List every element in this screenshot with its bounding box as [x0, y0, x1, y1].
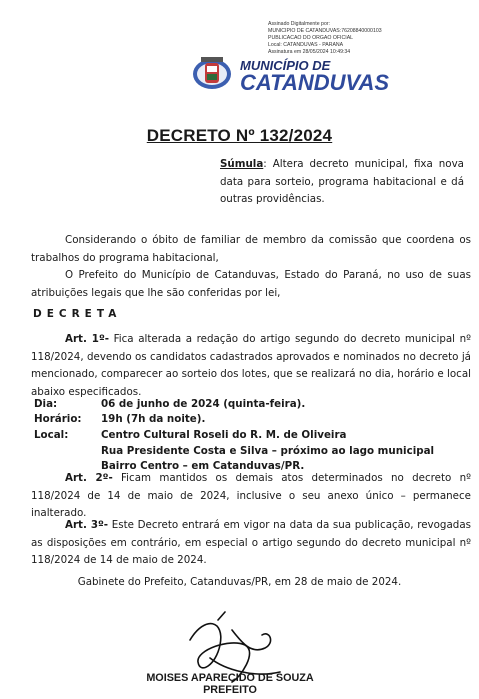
stamp-line: Assinado Digitalmente por: — [268, 21, 330, 27]
dia-value: 06 de junho de 2024 (quinta-feira). — [101, 398, 306, 410]
article-1-label: Art. 1º- — [65, 333, 110, 345]
signatory-role: PREFEITO — [203, 684, 257, 696]
logo-line1: MUNICÍPIO DE — [240, 58, 331, 73]
municipality-logo — [192, 54, 442, 94]
stamp-line: MUNICIPIO DE CATANDUVAS:76208840000103 — [268, 28, 382, 34]
stamp-line: Local: CATANDUVAS - PARANA — [268, 42, 344, 48]
article-2-label: Art. 2º- — [65, 472, 113, 484]
local-line2: Rua Presidente Costa e Silva – próximo ao lago municipal — [101, 445, 435, 457]
preamble — [31, 232, 471, 302]
stamp-line: PUBLICACAO DO ORGAO OFICIAL — [268, 35, 354, 41]
stamp-line: Assinatura em 28/05/2024 10:49:34 — [268, 49, 351, 55]
article-3-text: Este Decreto entrará em vigor na data da sua publicação, revogadas as disposições em contrário, em especial o artigo segundo do decreto municipal nº 118/2024 de 14 de maio de 2024. — [31, 519, 471, 566]
signatory-name: MOISES APARECIDO DE SOUZA — [146, 672, 314, 684]
logo-line2: CATANDUVAS — [240, 70, 390, 94]
coat-of-arms-icon — [193, 57, 231, 89]
prefeito-paragraph: O Prefeito do Município de Catanduvas, Estado do Paraná, no uso de suas atribuições legais que lhe são conferidas por lei, — [31, 269, 471, 299]
horario-label: Horário: — [34, 413, 82, 425]
digital-signature-stamp — [268, 21, 468, 56]
decreta-heading: DECRETA — [33, 308, 122, 320]
closing-place-date: Gabinete do Prefeito, Catanduvas/PR, em 28 de maio de 2024. — [77, 576, 402, 588]
article-1 — [31, 331, 471, 401]
horario-value: 19h (7h da noite). — [101, 413, 206, 425]
signatory-block — [130, 672, 330, 696]
local-label: Local: — [34, 429, 69, 441]
considerando-paragraph: Considerando o óbito de familiar de membro da comissão que coordena os trabalhos do programa habitacional, — [31, 234, 471, 264]
sumula-label: Súmula — [220, 158, 264, 170]
sumula — [220, 156, 464, 209]
article-3-label: Art. 3º- — [65, 519, 109, 531]
sumula-text: : Altera decreto municipal, fixa nova data para sorteio, programa habitacional e dá outras providências. — [220, 158, 464, 205]
article-2 — [31, 470, 471, 523]
article-3 — [31, 517, 471, 570]
local-line3: Bairro Centro – em Catanduvas/PR. — [101, 460, 305, 472]
page-title: DECRETO Nº 132/2024 — [146, 126, 333, 145]
local-line1: Centro Cultural Roseli do R. M. de Oliveira — [101, 429, 347, 441]
dia-label: Dia: — [34, 398, 58, 410]
article-1-text: Fica alterada a redação do artigo segundo do decreto municipal nº 118/2024, devendo os candidatos cadastrados aprovados e nominados no decreto já mencionado, comparecer ao sorteio dos lotes, que se realizará no dia, horário e local abaixo especificados. — [31, 333, 471, 398]
article-2-text: Ficam mantidos os demais atos determinados no decreto nº 118/2024 de 14 de maio de 2024, inclusive o seu anexo único – permanece inalterado. — [31, 472, 471, 519]
